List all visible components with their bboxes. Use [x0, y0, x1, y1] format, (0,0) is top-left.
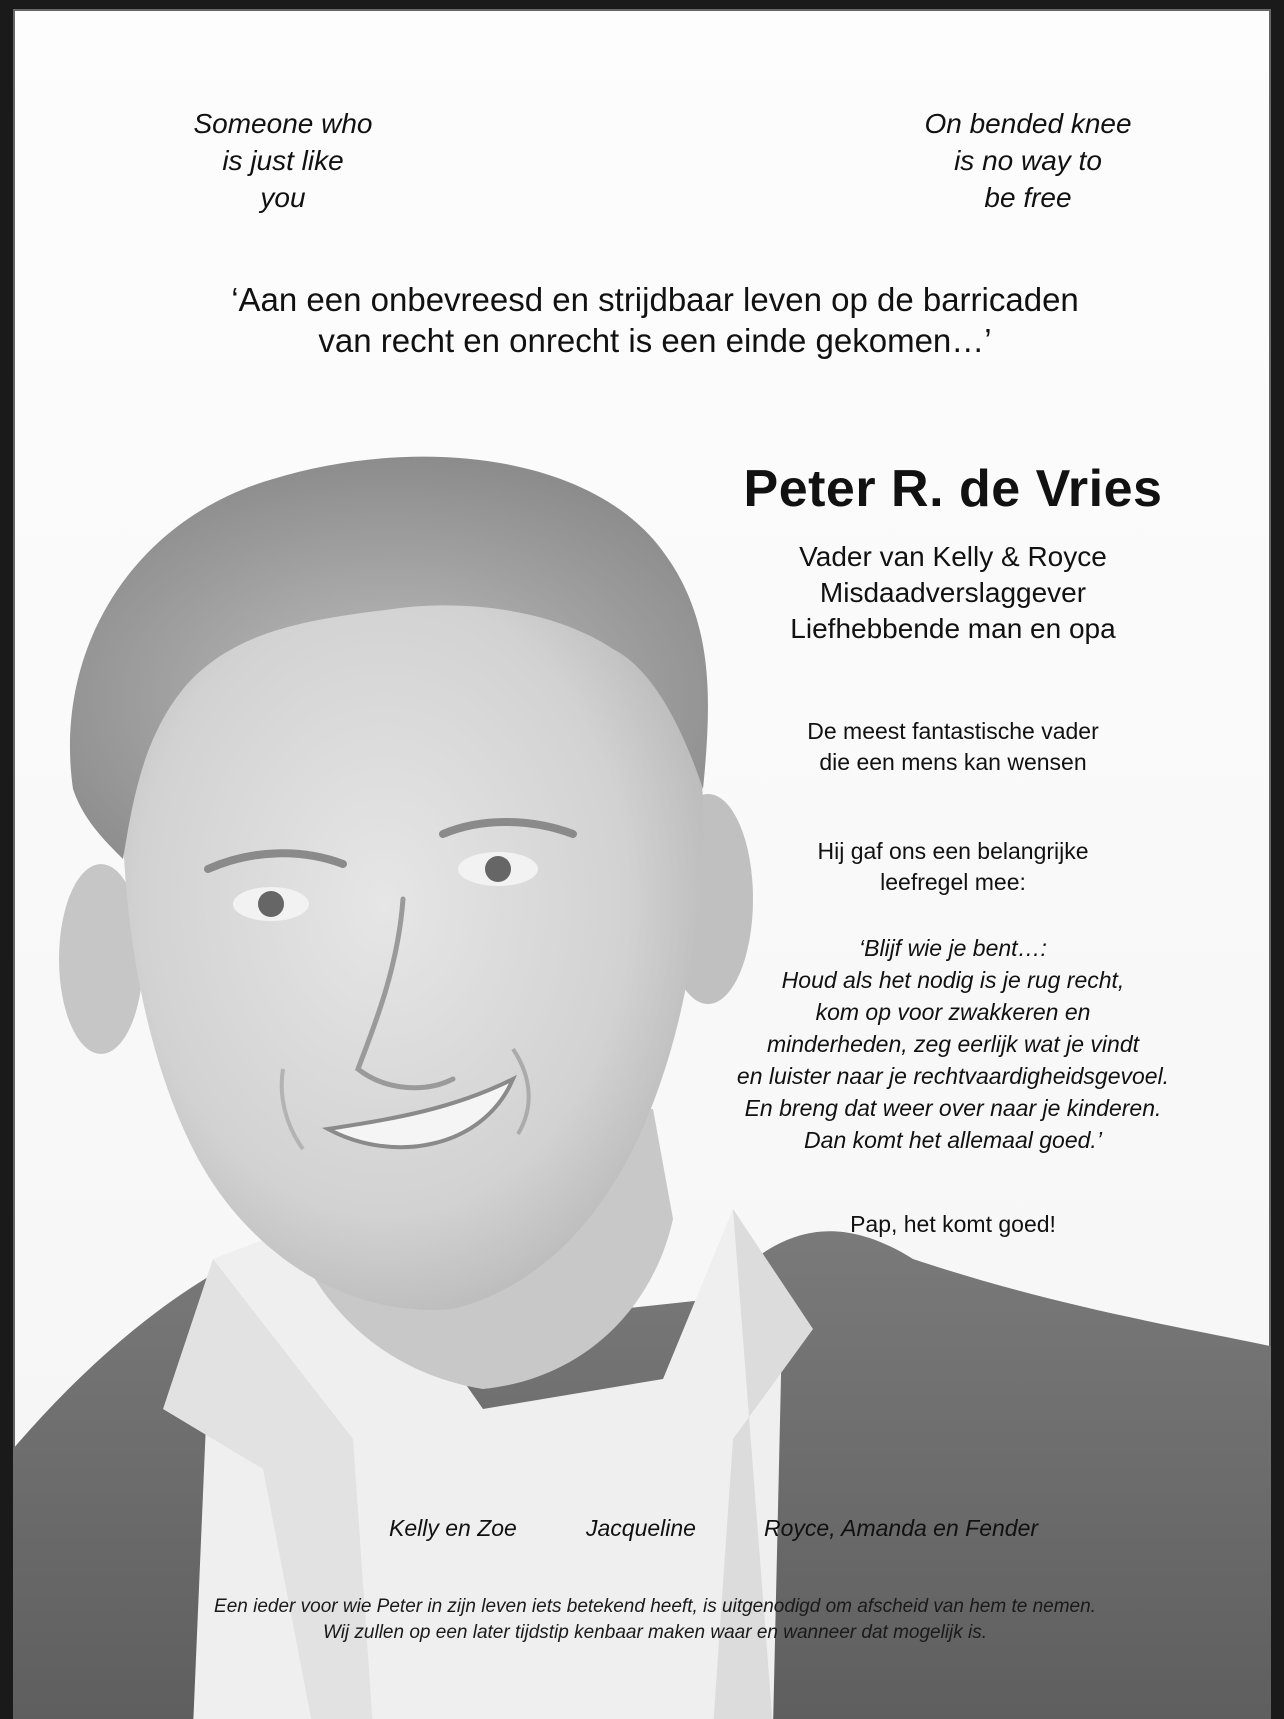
tribute-line: De meest fantastische vader [807, 718, 1099, 744]
motto-line: kom op voor zwakkeren en [815, 999, 1091, 1025]
quote-line: van recht en onrecht is een einde gekomen…’ [318, 322, 992, 359]
motto-line: En breng dat weer over naar je kinderen. [744, 1095, 1162, 1121]
deceased-name: Peter R. de Vries [743, 460, 1163, 518]
poem-right-line: On bended knee [924, 108, 1132, 139]
poem-left-line: Someone who [193, 108, 373, 139]
poem-right [848, 105, 1208, 216]
motto-quote [703, 932, 1203, 1156]
poem-left-line: is just like [222, 145, 344, 176]
opening-quote [13, 279, 1284, 361]
footer-line: Wij zullen op een later tijdstip kenbaar maken waar en wanneer dat mogelijk is. [322, 1622, 988, 1643]
tribute-text [703, 716, 1203, 778]
footer-line: Een ieder voor wie Peter in zijn leven iets betekend heeft, is uitgenodigd om afscheid van hem te nemen. [214, 1596, 1096, 1617]
role-line: Vader van Kelly & Royce [799, 541, 1107, 572]
role-line: Misdaadverslaggever [819, 577, 1087, 608]
intro-line: Hij gaf ons een belangrijke [817, 838, 1089, 864]
poem-left-line: you [260, 182, 306, 213]
signer-royce: Royce, Amanda en Fender [764, 1515, 1039, 1541]
motto-line: Dan komt het allemaal goed.’ [804, 1127, 1102, 1153]
motto-intro [703, 836, 1203, 898]
motto-line: en luister naar je rechtvaardigheidsgevoel. [736, 1063, 1170, 1089]
quote-line: ‘Aan een onbevreesd en strijdbaar leven op de barricaden [231, 281, 1079, 318]
motto-line: minderheden, zeg eerlijk wat je vindt [766, 1031, 1140, 1057]
role-line: Liefhebbende man en opa [790, 613, 1116, 644]
footer-notice [13, 1594, 1284, 1646]
poem-right-line: is no way to [954, 145, 1102, 176]
signer-jacqueline: Jacqueline [586, 1515, 696, 1541]
tribute-line: die een mens kan wensen [819, 749, 1087, 775]
poem-right-line: be free [984, 182, 1072, 213]
closing-line: Pap, het komt goed! [850, 1211, 1056, 1237]
signer-kelly: Kelly en Zoe [389, 1515, 517, 1541]
motto-line: Houd als het nodig is je rug recht, [781, 967, 1125, 993]
motto-line: ‘Blijf wie je bent…: [859, 935, 1047, 961]
intro-line: leefregel mee: [880, 869, 1026, 895]
poem-left [103, 105, 463, 216]
roles-list [703, 539, 1203, 647]
